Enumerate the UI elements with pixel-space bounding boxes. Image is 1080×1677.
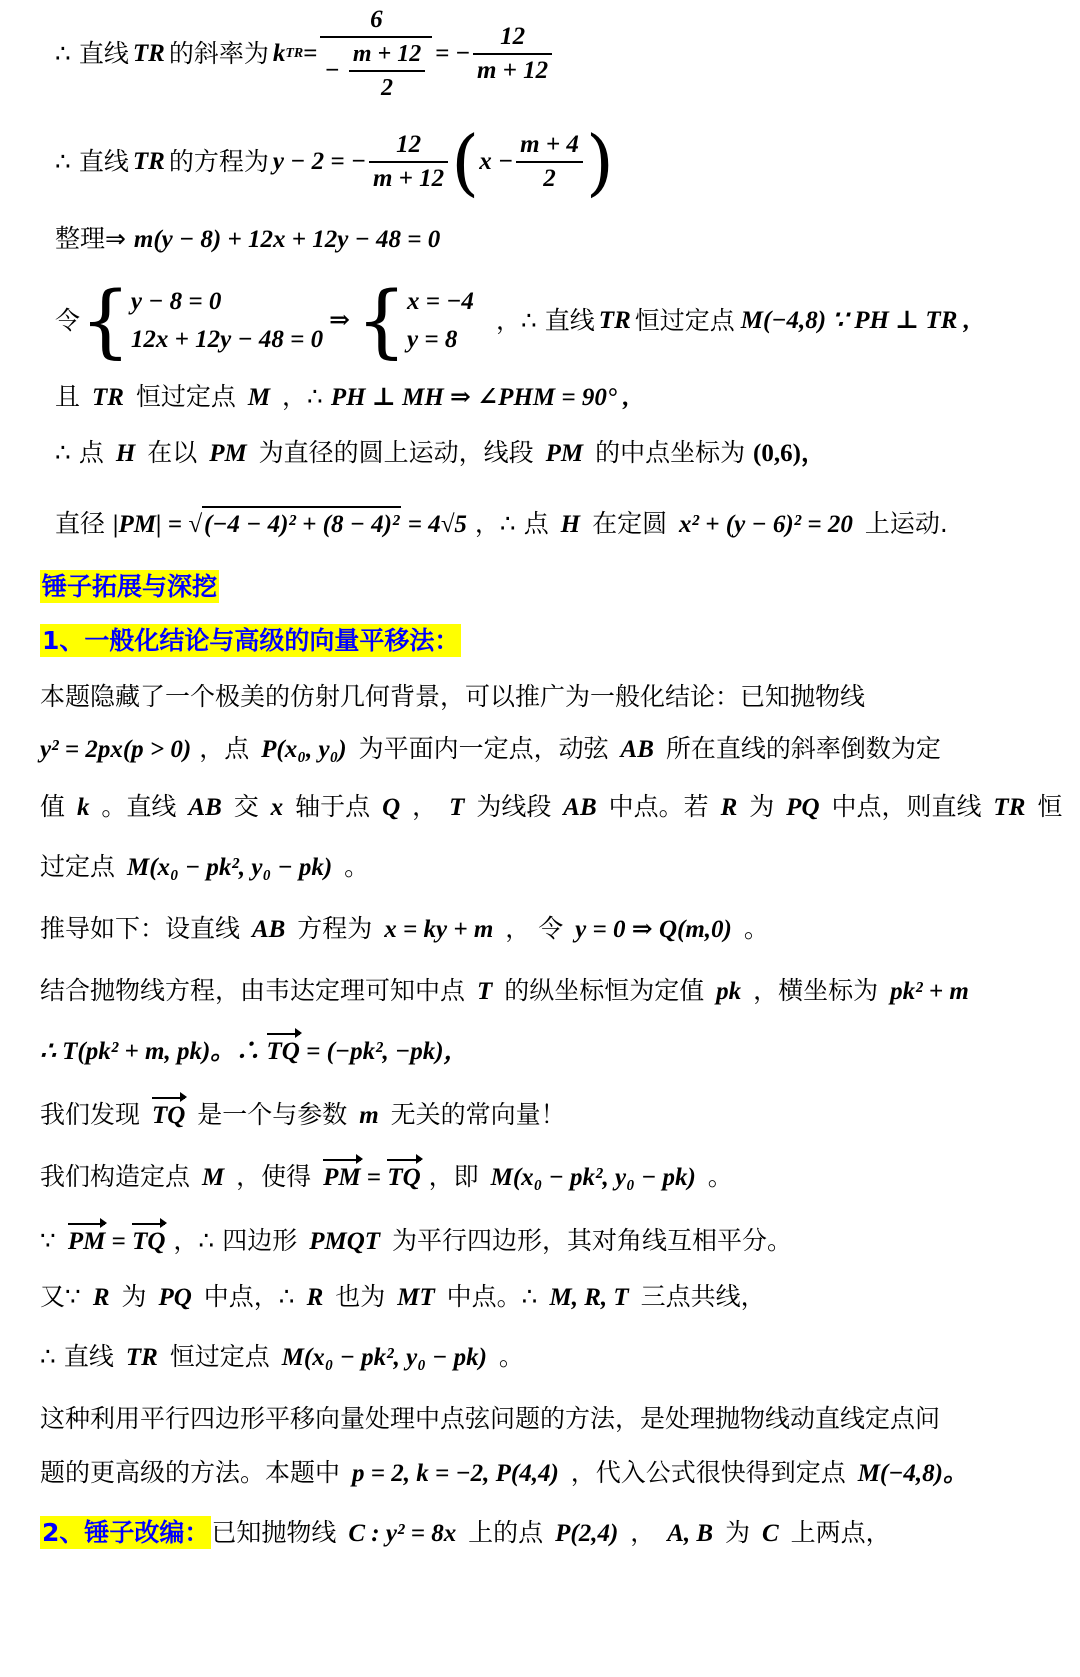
fraction-numerator: 6 — [370, 6, 383, 33]
text-run: ，点 — [199, 734, 250, 763]
system-one — [131, 283, 323, 359]
text-run: 为平行四边形，其对角线互相平分。 — [391, 1226, 792, 1255]
text-run: 令 — [55, 306, 81, 335]
math-point: M(−4,8)。 — [857, 1460, 968, 1487]
math-expr: y² = 2px(p > 0) — [40, 736, 192, 763]
text-run: ，∴ 四边形 — [173, 1226, 298, 1255]
text-run: 为 — [749, 792, 775, 821]
text-run: 。 — [498, 1342, 524, 1371]
fraction-numerator: m + 4 — [520, 131, 579, 158]
text-run: ，∴ 点 — [474, 509, 549, 538]
text-run: 是一个与参数 — [197, 1100, 348, 1129]
math-point: M(x₀ − pk², y₀ − pk) — [490, 1164, 696, 1191]
math-TR: TR — [993, 794, 1026, 821]
math-point: M(x₀ − pk², y₀ − pk) — [126, 854, 333, 881]
math-expr: = (−pk², −pk)， — [299, 1038, 469, 1065]
text-run: 这种利用平行四边形平移向量处理中点弦问题的方法，是处理抛物线动直线定点问 — [40, 1404, 941, 1433]
math-arrow: ⇒ — [329, 307, 351, 334]
math-H: H — [560, 511, 581, 538]
fraction-coef — [369, 129, 448, 195]
fraction-denominator: 2 — [349, 70, 425, 104]
paragraph-line — [40, 850, 369, 885]
text-run: 的纵坐标恒为定值 — [504, 976, 705, 1005]
simplify-line — [55, 222, 440, 257]
vector-TQ: TQ — [152, 1099, 185, 1133]
fraction-denominator — [320, 36, 432, 104]
text-run: 为直径的圆上运动，线段 — [258, 438, 534, 467]
text-run: 为 — [725, 1518, 751, 1547]
paren-open: ( — [451, 120, 480, 204]
equation-line — [55, 122, 614, 202]
text-run: 在以 — [147, 438, 198, 467]
text-run: 本题隐藏了一个极美的仿射几何背景，可以推广为一般化结论：已知抛物线 — [40, 682, 866, 711]
paragraph-line — [40, 1280, 766, 1315]
math-point: P(2,4) — [555, 1520, 619, 1547]
system-two — [407, 283, 474, 359]
math-eq: = — [360, 1164, 388, 1191]
text-run: 恒过定点 — [634, 306, 735, 335]
text-run: 。 — [344, 852, 370, 881]
highlighted-heading: 1、一般化结论与高级的向量平移法： — [42, 626, 460, 655]
math-point: (0,6)， — [753, 440, 826, 467]
text-run: 我们发现 — [40, 1100, 141, 1129]
text-run: 结合抛物线方程，由韦达定理可知中点 — [40, 976, 466, 1005]
math-expr: |PM| = √ — [112, 511, 202, 538]
math-expr: ∵ PH ⊥ TR , — [832, 307, 970, 334]
text-run: ，∴ 直线 — [495, 306, 595, 335]
text-run: 中点。若 — [608, 792, 709, 821]
math-expr: x − — [479, 148, 514, 175]
text-run: 的方程为 — [168, 147, 269, 176]
text-run: 中点，则直线 — [831, 792, 982, 821]
circle-line — [55, 436, 826, 471]
text-run: ， 令 — [505, 914, 564, 943]
math-expr: x² + (y − 6)² = 20 — [679, 511, 853, 538]
math-PM: PM — [209, 440, 247, 467]
math-expr: ∴ T(pk² + m, pk)。∴ — [40, 1038, 267, 1065]
system-row: 12x + 12y − 48 = 0 — [130, 326, 324, 353]
text-run: 上两点， — [790, 1518, 891, 1547]
math-TR: TR — [132, 40, 165, 67]
fraction-inner — [349, 38, 425, 104]
text-run: 中点。∴ — [446, 1282, 538, 1311]
math-TR: TR — [125, 1344, 158, 1371]
section-heading — [40, 570, 219, 604]
math-MT: MT — [397, 1284, 435, 1311]
text-run: ，即 — [428, 1162, 479, 1191]
math-m: m — [359, 1102, 379, 1129]
math-expr: y − 2 = − — [272, 148, 366, 175]
text-run: 的斜率为 — [168, 39, 269, 68]
text-run: 三点共线， — [640, 1282, 766, 1311]
math-expr: pk² + m — [890, 978, 969, 1005]
math-expr: A, B — [667, 1520, 714, 1547]
text-run: 的中点坐标为 — [595, 438, 746, 467]
diameter-line — [55, 506, 948, 542]
math-k: k — [76, 794, 90, 821]
math-TR: TR — [132, 148, 165, 175]
text-run: ∴ 直线 — [55, 39, 129, 68]
text-run: 为线段 — [476, 792, 552, 821]
math-sub-TR: TR — [285, 46, 304, 61]
math-M: M — [201, 1164, 225, 1191]
text-run: 交 — [233, 792, 259, 821]
text-run: 轴于点 — [295, 792, 371, 821]
system-row: x = −4 — [407, 288, 474, 315]
text-run: 所在直线的斜率倒数为定 — [665, 734, 941, 763]
text-run: 恒过定点 — [135, 382, 236, 411]
vector-PM: PM — [323, 1161, 361, 1195]
text-run: ∴ 直线 — [55, 147, 129, 176]
math-expr: PH ⊥ MH ⇒ ∠PHM = 90° , — [330, 384, 630, 411]
subsection-heading — [40, 624, 461, 658]
math-H: H — [115, 440, 136, 467]
math-T: T — [449, 794, 465, 821]
math-PM: PM — [545, 440, 584, 467]
text-run: ∵ — [40, 1226, 56, 1255]
paragraph-line — [40, 912, 769, 947]
highlighted-heading: 2、锤子改编： — [42, 1518, 210, 1547]
math-eq: = — [303, 40, 318, 67]
fraction-inner — [516, 129, 583, 195]
paragraph-line — [40, 1456, 968, 1491]
paragraph-line — [40, 1224, 792, 1259]
text-run: ∴ 直线 — [40, 1342, 114, 1371]
math-expr: x = ky + m — [384, 916, 494, 943]
paragraph-line — [40, 1516, 891, 1551]
math-TR: TR — [91, 384, 124, 411]
math-R: R — [720, 794, 738, 821]
fraction-numerator: 12 — [396, 131, 422, 158]
math-AB: AB — [251, 916, 286, 943]
fraction-denominator: m + 12 — [369, 161, 448, 195]
math-AB: AB — [563, 794, 597, 821]
math-x: x — [270, 794, 284, 821]
text-run: 在定圆 — [592, 509, 668, 538]
system-row: y = 8 — [407, 326, 458, 353]
text-run: 过定点 — [40, 852, 116, 881]
math-eq-neg: = − — [435, 40, 470, 67]
math-expr: m(y − 8) + 12x + 12y − 48 = 0 — [133, 226, 441, 253]
text-run: 。 — [707, 1162, 733, 1191]
math-point: M(−4,8) — [740, 307, 827, 334]
math-eq: = — [105, 1228, 133, 1255]
math-M: M — [247, 384, 271, 411]
math-TR: TR — [598, 307, 631, 334]
paragraph-line — [40, 1340, 524, 1375]
math-R: R — [306, 1284, 324, 1311]
math-T: T — [476, 978, 493, 1005]
math-point: P(x₀, y₀) — [261, 736, 347, 763]
math-expr: C : y² = 8x — [348, 1520, 457, 1547]
text-run: 也为 — [335, 1282, 386, 1311]
text-run: 且 — [55, 382, 81, 411]
highlighted-heading: 锤子拓展与深挖 — [42, 572, 218, 601]
paragraph-line — [40, 1160, 733, 1195]
paragraph-line — [40, 1034, 469, 1069]
system-line — [55, 274, 970, 367]
math-expr: y = 0 ⇒ Q(m,0) — [575, 916, 732, 943]
text-run: 。 — [743, 914, 769, 943]
paragraph-line — [40, 1402, 940, 1436]
math-point: M(x₀ − pk², y₀ − pk) — [281, 1344, 487, 1371]
text-run: 我们构造定点 — [40, 1162, 191, 1191]
text-run: ，代入公式很快得到定点 — [570, 1458, 846, 1487]
math-expr: pk — [716, 978, 742, 1005]
math-PQ: PQ — [158, 1284, 192, 1311]
paragraph-line — [40, 1098, 566, 1133]
text-run: 直径 — [55, 509, 106, 538]
text-run: ，使得 — [236, 1162, 312, 1191]
text-run: 。直线 — [101, 792, 177, 821]
text-run: 上运动. — [864, 509, 948, 538]
math-sqrt: (−4 − 4)² + (8 − 4)² — [202, 506, 401, 542]
math-PQ: PQ — [786, 794, 820, 821]
text-run: 为 — [121, 1282, 147, 1311]
text-run: 无关的常向量！ — [390, 1100, 566, 1129]
text-run: 为平面内一定点，动弦 — [358, 734, 609, 763]
vector-TQ: TQ — [132, 1225, 165, 1259]
paragraph-line — [40, 790, 1062, 825]
math-expr: M, R, T — [549, 1284, 629, 1311]
math-AB: AB — [620, 736, 654, 763]
math-Q: Q — [382, 794, 401, 821]
text-run: 方程为 — [297, 914, 373, 943]
text-run: 恒 — [1037, 792, 1063, 821]
paragraph-line — [40, 974, 973, 1009]
math-expr: = 4√5 — [401, 511, 467, 538]
text-run: ∴ 点 — [55, 438, 104, 467]
slope-line — [55, 4, 555, 104]
text-run: 题的更高级的方法。本题中 — [40, 1458, 341, 1487]
paragraph-line — [40, 732, 941, 767]
fraction-slope-simplified — [473, 21, 552, 87]
perp-line: 且 TR 恒过定点 M ，∴ PH ⊥ MH ⇒ ∠PHM = 90° , — [55, 382, 630, 411]
text-run: 整理⇒ — [55, 224, 126, 253]
text-run: ， — [630, 1518, 656, 1547]
brace-left: { — [356, 274, 408, 367]
math-PMQT: PMQT — [309, 1228, 381, 1255]
text-run: ， — [412, 792, 438, 821]
vector-TQ: TQ — [267, 1035, 300, 1069]
fraction-denominator: m + 12 — [473, 53, 552, 87]
text-run: 已知抛物线 — [211, 1518, 337, 1547]
paragraph-line — [40, 680, 865, 714]
math-k: k — [272, 40, 286, 67]
math-R: R — [92, 1284, 110, 1311]
paren-close: ) — [585, 120, 614, 204]
math-expr: p = 2, k = −2, P(4,4) — [351, 1460, 559, 1487]
fraction-slope — [320, 4, 432, 104]
vector-PM: PM — [68, 1225, 106, 1259]
text-run: 恒过定点 — [169, 1342, 270, 1371]
fraction-numerator: 12 — [500, 23, 526, 50]
text-run: 上的点 — [468, 1518, 544, 1547]
math-C: C — [762, 1520, 779, 1547]
fraction-numerator: m + 12 — [352, 41, 422, 67]
text-run: 值 — [40, 792, 66, 821]
math-AB: AB — [188, 794, 222, 821]
math-neg: − — [324, 57, 340, 84]
text-run: ，横坐标为 — [753, 976, 879, 1005]
text-run: 又∵ — [40, 1282, 81, 1311]
brace-left: { — [80, 274, 131, 367]
text-run: 推导如下：设直线 — [40, 914, 241, 943]
system-row: y − 8 = 0 — [130, 288, 222, 315]
fraction-denominator: 2 — [516, 161, 583, 195]
text-run: 中点，∴ — [203, 1282, 295, 1311]
vector-TQ: TQ — [387, 1161, 420, 1195]
